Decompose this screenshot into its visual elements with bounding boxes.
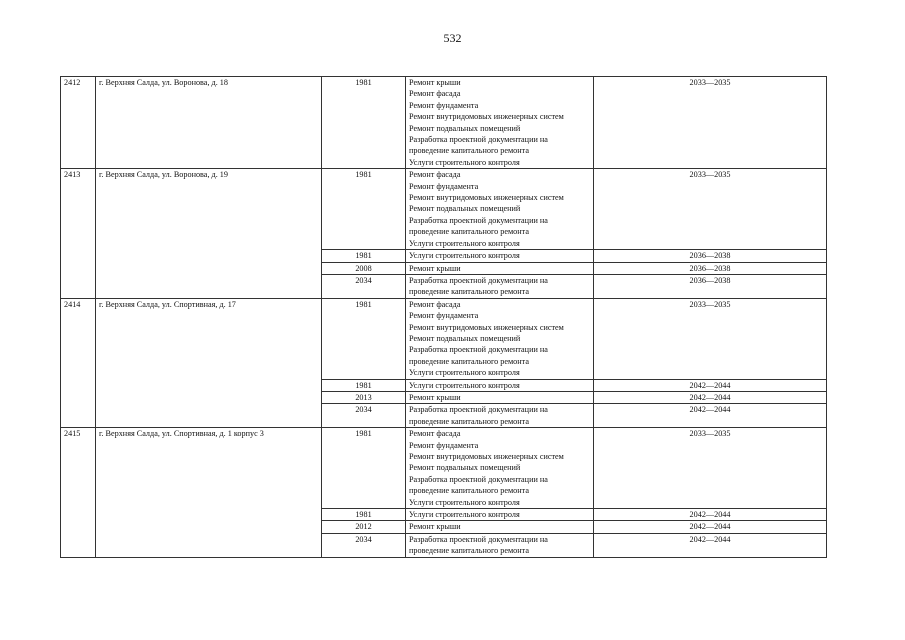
work-item: Ремонт крыши [409,522,461,532]
work-item: проведение капитального ремонта [409,227,529,237]
year-cell: 1981 [322,379,406,391]
table-row [61,77,827,169]
works-cell [406,274,594,298]
work-item: проведение капитального ремонта [409,146,529,156]
works-cell [406,391,594,403]
row-number-cell: 2414 [61,298,96,427]
works-cell [406,298,594,379]
works-cell [406,262,594,274]
work-item: Услуги строительного контроля [409,368,520,378]
year-cell: 2013 [322,391,406,403]
work-item: Ремонт фундамента [409,440,479,450]
address-cell: г. Верхняя Салда, ул. Воронова, д. 18 [96,77,322,169]
year-cell: 2034 [322,404,406,428]
period-cell: 2042—2044 [594,404,827,428]
work-item: Разработка проектной документации на [409,345,548,355]
works-cell [406,404,594,428]
year-cell: 2034 [322,274,406,298]
work-item: Ремонт фасада [409,89,461,99]
work-item: Ремонт внутридомовых инженерных систем [409,112,564,122]
address-cell: г. Верхняя Салда, ул. Воронова, д. 19 [96,169,322,298]
work-item: Ремонт фундамента [409,311,479,321]
work-item: Ремонт внутридомовых инженерных систем [409,193,564,203]
period-cell: 2042—2044 [594,391,827,403]
works-cell [406,509,594,521]
period-cell: 2042—2044 [594,521,827,533]
work-item: Услуги строительного контроля [409,510,520,520]
work-item: Разработка проектной документации на [409,405,548,415]
address-cell: г. Верхняя Салда, ул. Спортивная, д. 1 корпус 3 [96,428,322,557]
year-cell: 1981 [322,428,406,509]
work-item: Ремонт крыши [409,78,461,87]
table-row [61,169,827,250]
work-item: Ремонт подвальных помещений [409,123,521,133]
works-cell [406,521,594,533]
work-item: Ремонт фасада [409,429,461,439]
year-cell: 2008 [322,262,406,274]
period-cell: 2033—2035 [594,77,827,169]
work-item: Услуги строительного контроля [409,497,520,507]
work-item: Ремонт фундамента [409,100,479,110]
year-cell: 1981 [322,298,406,379]
period-cell: 2036—2038 [594,274,827,298]
period-cell: 2033—2035 [594,169,827,250]
period-cell: 2033—2035 [594,298,827,379]
work-item: Разработка проектной документации на [409,275,548,285]
table-row [61,428,827,509]
work-item: проведение капитального ремонта [409,486,529,496]
period-cell: 2033—2035 [594,428,827,509]
work-item: Разработка проектной документации на [409,135,548,145]
table-row [61,298,827,379]
work-item: Разработка проектной документации на [409,534,548,544]
year-cell: 2034 [322,533,406,557]
year-cell: 1981 [322,250,406,262]
work-item: Ремонт внутридомовых инженерных систем [409,452,564,461]
work-item: Ремонт внутридомовых инженерных систем [409,322,564,332]
works-cell [406,169,594,250]
page-number: 532 [443,31,462,45]
work-item: Ремонт крыши [409,392,461,402]
row-number-cell: 2413 [61,169,96,298]
repair-schedule-table [60,76,827,558]
works-cell [406,533,594,557]
work-item: проведение капитального ремонта [409,287,529,297]
row-number-cell: 2412 [61,77,96,169]
year-cell: 1981 [322,169,406,250]
period-cell: 2036—2038 [594,262,827,274]
work-item: проведение капитального ремонта [409,356,529,366]
work-item: Ремонт подвальных помещений [409,333,521,343]
works-cell [406,250,594,262]
period-cell: 2042—2044 [594,509,827,521]
work-item: Ремонт фасада [409,299,461,309]
work-item: Разработка проектной документации на [409,474,548,484]
period-cell: 2042—2044 [594,379,827,391]
work-item: Услуги строительного контроля [409,238,520,248]
work-item: Услуги строительного контроля [409,157,520,167]
work-item: Ремонт фундамента [409,181,479,191]
works-cell [406,428,594,509]
period-cell: 2036—2038 [594,250,827,262]
work-item: Ремонт фасада [409,170,461,180]
row-number-cell: 2415 [61,428,96,557]
work-item: Ремонт подвальных помещений [409,204,521,214]
work-item: Услуги строительного контроля [409,251,520,261]
work-item: Ремонт подвальных помещений [409,463,521,473]
work-item: Ремонт крыши [409,263,461,273]
work-item: Разработка проектной документации на [409,215,548,225]
year-cell: 1981 [322,77,406,169]
year-cell: 2012 [322,521,406,533]
year-cell: 1981 [322,509,406,521]
address-cell: г. Верхняя Салда, ул. Спортивная, д. 17 [96,298,322,427]
period-cell: 2042—2044 [594,533,827,557]
work-item: проведение капитального ремонта [409,546,529,556]
works-cell [406,379,594,391]
work-item: проведение капитального ремонта [409,416,529,426]
work-item: Услуги строительного контроля [409,380,520,390]
works-cell [406,77,594,169]
